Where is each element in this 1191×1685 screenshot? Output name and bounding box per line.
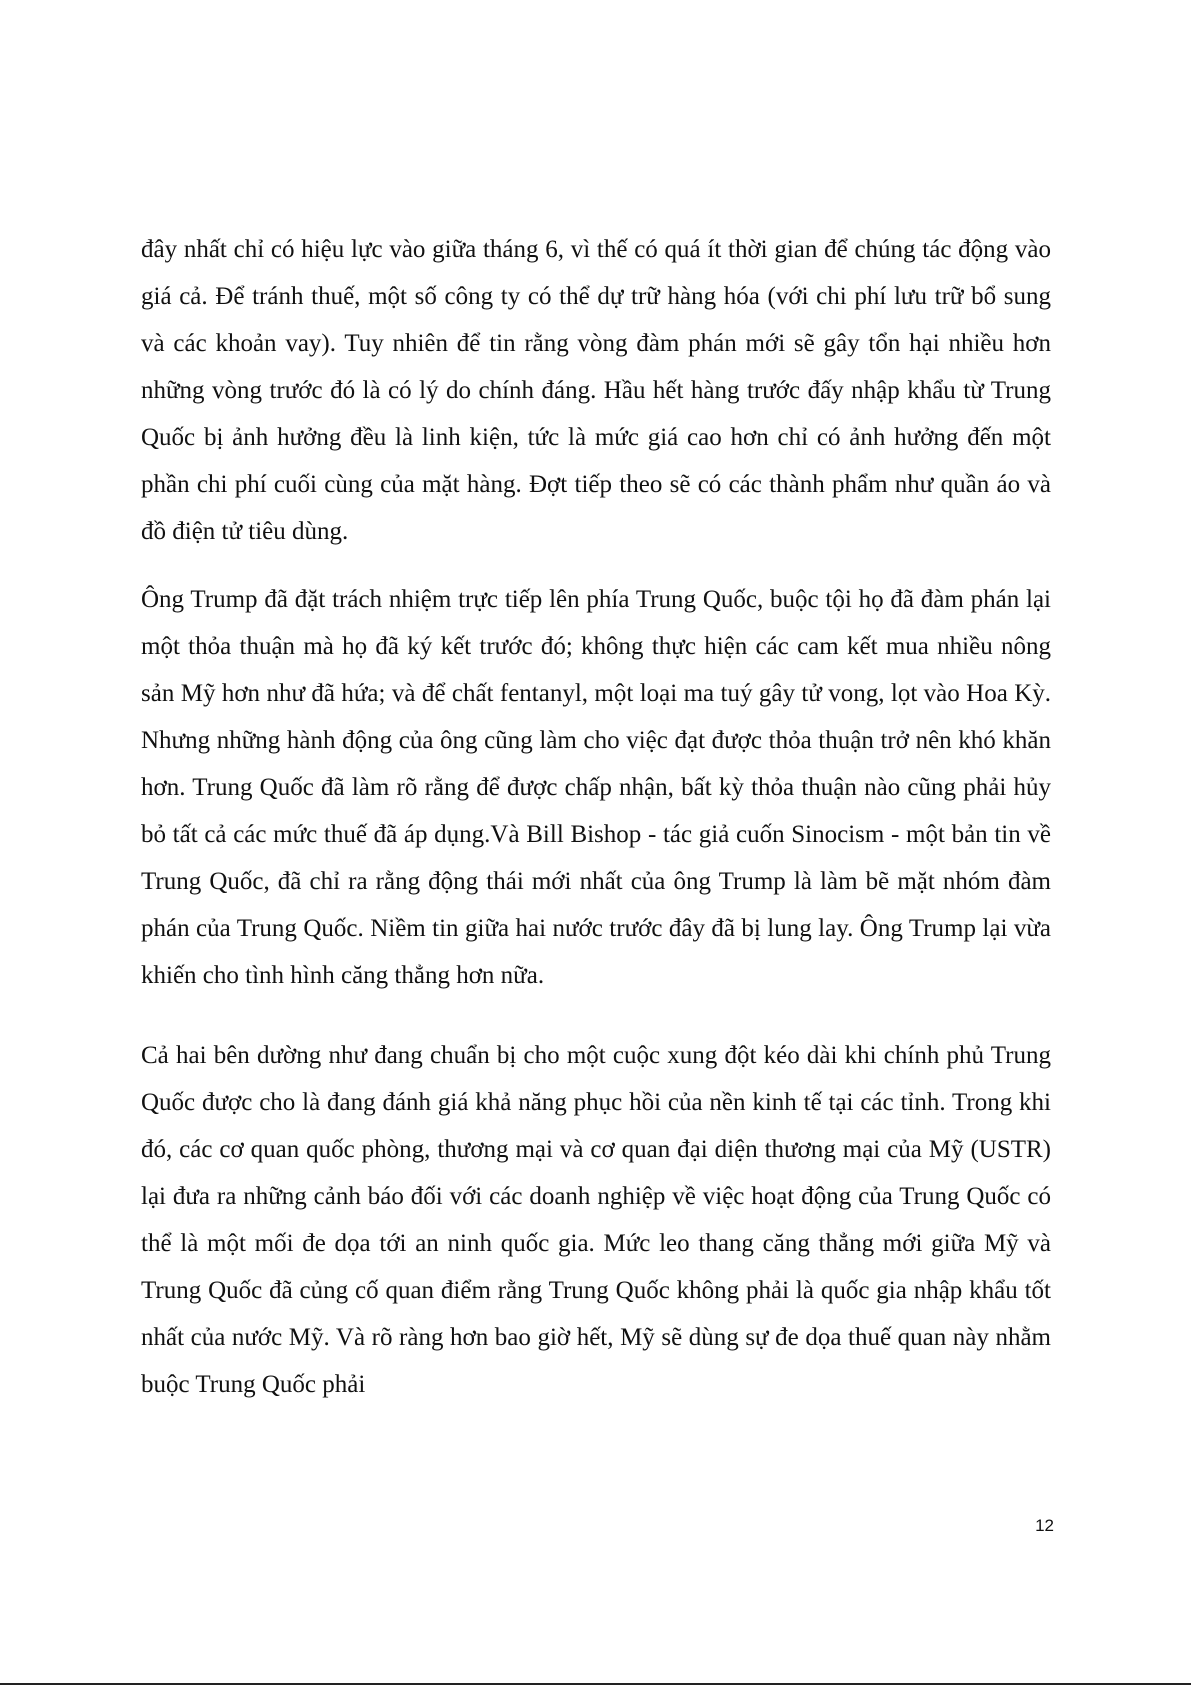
paragraph-1: đây nhất chỉ có hiệu lực vào giữa tháng 6, vì thế có quá ít thời gian để chúng tác động vào giá cả. Để tránh thuế, một số công ty có thể dự trữ hàng hóa (với chi phí lưu trữ bổ sung và các khoản vay). Tuy nhiên để tin rằng vòng đàm phán mới sẽ gây tổn hại nhiều hơn những vòng trước đó là có lý do chính đáng. Hầu hết hàng trước đấy nhập khẩu từ Trung Quốc bị ảnh hưởng đều là linh kiện, tức là mức giá cao hơn chỉ có ảnh hưởng đến một phần chi phí cuối cùng của mặt hàng. Đợt tiếp theo sẽ có các thành phẩm như quần áo và đồ điện tử tiêu dùng. bbox=[141, 236, 1051, 545]
paragraph-3: Cả hai bên dường như đang chuẩn bị cho một cuộc xung đột kéo dài khi chính phủ Trung Quốc được cho là đang đánh giá khả năng phục hồi của nền kinh tế tại các tỉnh. Trong khi đó, các cơ quan quốc phòng, thương mại và cơ quan đại diện thương mại của Mỹ (USTR) lại đưa ra những cảnh báo đối với các doanh nghiệp về việc hoạt động của Trung Quốc có thể là một mối đe dọa tới an ninh quốc gia. Mức leo thang căng thẳng mới giữa Mỹ và Trung Quốc đã củng cố quan điểm rằng Trung Quốc không phải là quốc gia nhập khẩu tốt nhất của nước Mỹ. Và rõ ràng hơn bao giờ hết, Mỹ sẽ dùng sự đe dọa thuế quan này nhằm buộc Trung Quốc phải bbox=[141, 1042, 1051, 1398]
paragraph-2: Ông Trump đã đặt trách nhiệm trực tiếp lên phía Trung Quốc, buộc tội họ đã đàm phán lại một thỏa thuận mà họ đã ký kết trước đó; không thực hiện các cam kết mua nhiều nông sản Mỹ hơn như đã hứa; và để chất fentanyl, một loại ma tuý gây tử vong, lọt vào Hoa Kỳ. Nhưng những hành động của ông cũng làm cho việc đạt được thỏa thuận trở nên khó khăn hơn. Trung Quốc đã làm rõ rằng để được chấp nhận, bất kỳ thỏa thuận nào cũng phải hủy bỏ tất cả các mức thuế đã áp dụng.Và Bill Bishop - tác giả cuốn Sinocism - một bản tin về Trung Quốc, đã chỉ ra rằng động thái mới nhất của ông Trump là làm bẽ mặt nhóm đàm phán của Trung Quốc. Niềm tin giữa hai nước trước đây đã bị lung lay. Ông Trump lại vừa khiến cho tình hình căng thẳng hơn nữa. bbox=[141, 586, 1051, 989]
document-body bbox=[141, 226, 1051, 1408]
page-number: 12 bbox=[1035, 1516, 1054, 1535]
